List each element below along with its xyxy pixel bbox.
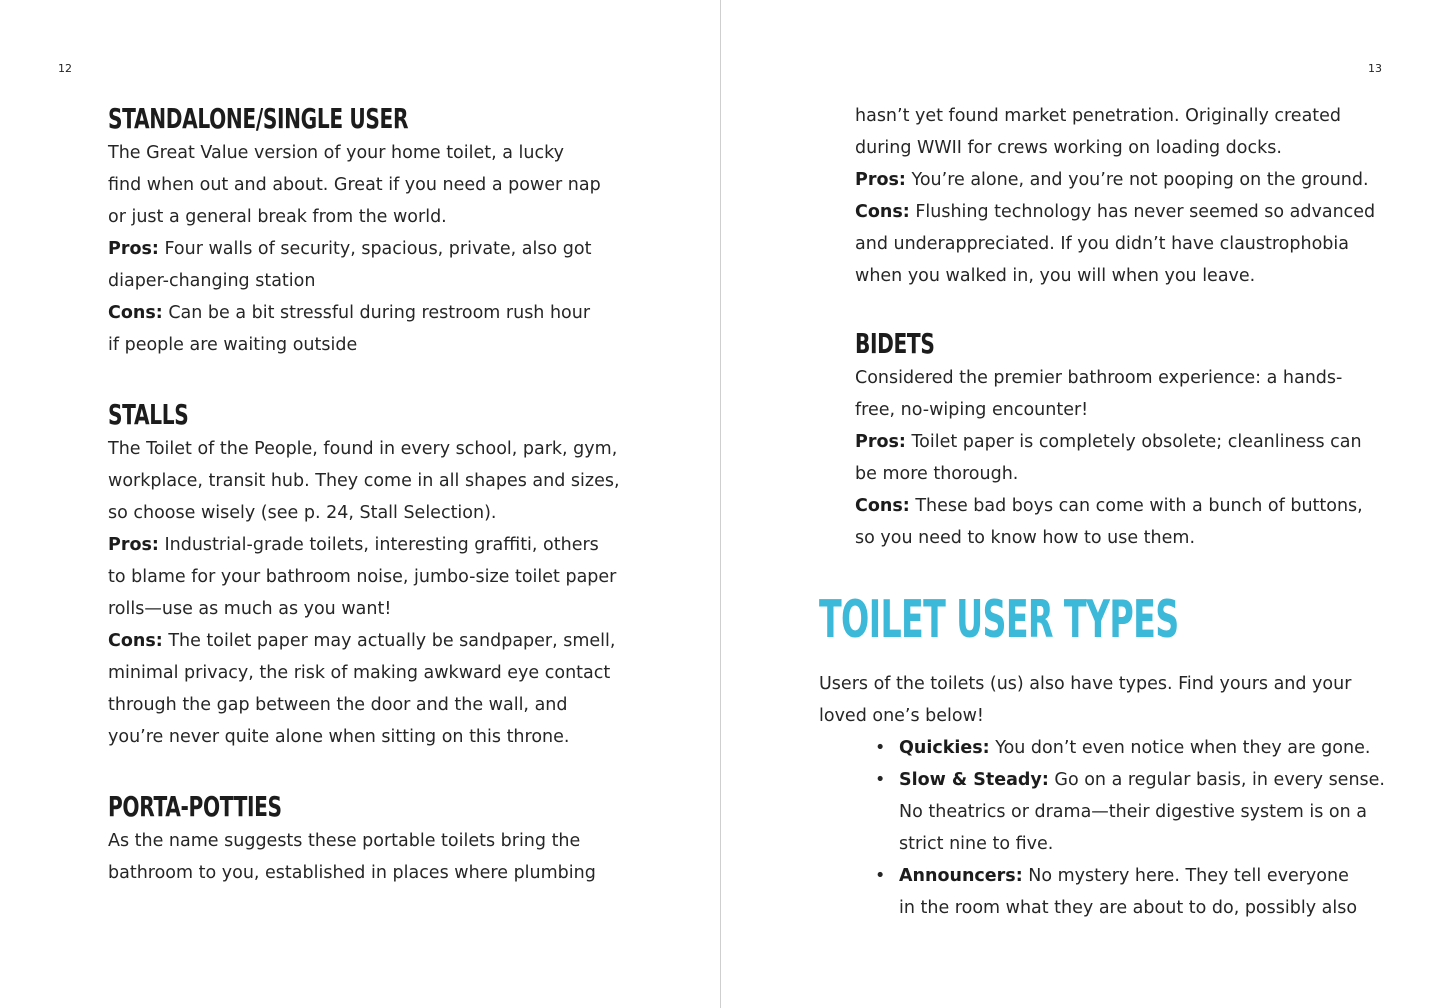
cons-line: Cons: The toilet paper may actually be sandpaper, smell, (108, 631, 616, 651)
body-line: so you need to know how to use them. (855, 528, 1196, 548)
body-line: when you walked in, you will when you leave. (855, 266, 1256, 286)
body-line: workplace, transit hub. They come in all shapes and sizes, (108, 471, 620, 491)
section-porta-potties-continued (855, 100, 1425, 292)
section-heading-standalone: STANDALONE/SINGLE USER (108, 102, 409, 135)
body-line: and underappreciated. If you didn’t have claustrophobia (855, 234, 1349, 254)
section-porta-potties (108, 789, 708, 889)
list-line: Announcers: No mystery here. They tell everyone (899, 866, 1349, 886)
bullet-icon: • (875, 770, 886, 790)
list-item (819, 764, 1419, 860)
pros-line: Pros: Industrial-grade toilets, interesting graffiti, others (108, 535, 599, 555)
type-label: Quickies: (899, 738, 990, 758)
section-bidets (855, 326, 1425, 554)
cons-line: Cons: These bad boys can come with a bunch of buttons, (855, 496, 1363, 516)
section-toilet-user-types (819, 588, 1419, 924)
pros-line: Pros: Four walls of security, spacious, private, also got (108, 239, 592, 259)
cons-label: Cons: (855, 496, 910, 516)
cons-label: Cons: (108, 631, 163, 651)
pros-label: Pros: (108, 535, 159, 555)
list-line: strict nine to five. (899, 834, 1054, 854)
cons-line: Cons: Flushing technology has never seemed so advanced (855, 202, 1376, 222)
cons-line: Cons: Can be a bit stressful during restroom rush hour (108, 303, 591, 323)
body-line: minimal privacy, the risk of making awkward eye contact (108, 663, 611, 683)
body-line: The Toilet of the People, found in every school, park, gym, (108, 439, 618, 459)
body-line: or just a general break from the world. (108, 207, 447, 227)
page-number-right: 13 (1368, 62, 1382, 75)
body-line: so choose wisely (see p. 24, Stall Selection). (108, 503, 497, 523)
section-heading-bidets: BIDETS (855, 327, 935, 360)
body-line: if people are waiting outside (108, 335, 358, 355)
body-line: hasn’t yet found market penetration. Originally created (855, 106, 1342, 126)
section-standalone (108, 101, 708, 361)
list-line: Quickies: You don’t even notice when they are gone. (899, 738, 1371, 758)
body-line: Considered the premier bathroom experience: a hands- (855, 368, 1343, 388)
pros-line: Pros: You’re alone, and you’re not pooping on the ground. (855, 170, 1369, 190)
cons-label: Cons: (108, 303, 163, 323)
pros-label: Pros: (855, 432, 906, 452)
cons-label: Cons: (855, 202, 910, 222)
body-line: diaper-changing station (108, 271, 316, 291)
heading-spacer (819, 652, 1419, 668)
section-heading-porta-potties: PORTA-POTTIES (108, 790, 282, 823)
body-line: As the name suggests these portable toilets bring the (108, 831, 581, 851)
body-line: find when out and about. Great if you need a power nap (108, 175, 601, 195)
body-line: during WWII for crews working on loading docks. (855, 138, 1282, 158)
chapter-heading-toilet-user-types: TOILET USER TYPES (819, 590, 1179, 650)
body-line: Users of the toilets (us) also have types. Find yours and your (819, 674, 1352, 694)
type-label: Slow & Steady: (899, 770, 1049, 790)
body-line: free, no-wiping encounter! (855, 400, 1089, 420)
right-page (721, 0, 1440, 1008)
list-line: Slow & Steady: Go on a regular basis, in every sense. (899, 770, 1385, 790)
list-item (819, 860, 1419, 924)
body-line: through the gap between the door and the wall, and (108, 695, 568, 715)
user-types-list (819, 732, 1419, 924)
body-line: rolls—use as much as you want! (108, 599, 392, 619)
body-line: be more thorough. (855, 464, 1019, 484)
body-line: to blame for your bathroom noise, jumbo-size toilet paper (108, 567, 617, 587)
list-line: No theatrics or drama—their digestive system is on a (899, 802, 1367, 822)
bullet-icon: • (875, 738, 886, 758)
type-label: Announcers: (899, 866, 1023, 886)
body-line: bathroom to you, established in places where plumbing (108, 863, 596, 883)
section-stalls (108, 397, 708, 753)
bullet-icon: • (875, 866, 886, 886)
list-line: in the room what they are about to do, possibly also (899, 898, 1358, 918)
list-item (819, 732, 1419, 764)
pros-label: Pros: (108, 239, 159, 259)
page-number-left: 12 (58, 62, 72, 75)
section-heading-stalls: STALLS (108, 398, 189, 431)
pros-label: Pros: (855, 170, 906, 190)
body-line: you’re never quite alone when sitting on this throne. (108, 727, 570, 747)
body-line: The Great Value version of your home toilet, a lucky (108, 143, 564, 163)
body-line: loved one’s below! (819, 706, 984, 726)
pros-line: Pros: Toilet paper is completely obsolete; cleanliness can (855, 432, 1362, 452)
